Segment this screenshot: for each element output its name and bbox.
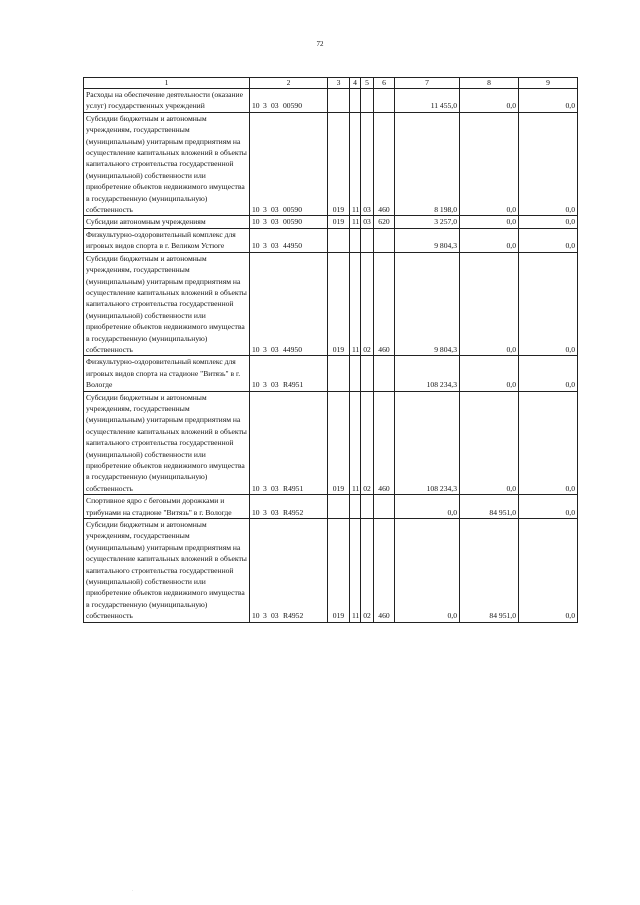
- code-segment: 10: [252, 101, 260, 111]
- row-col5-cell: 03: [361, 112, 374, 216]
- table-row: [84, 252, 578, 356]
- header-cell: 3: [328, 78, 350, 89]
- row-code-cell: [250, 228, 328, 252]
- page-number: 72: [316, 40, 324, 48]
- row-amount-3-cell: 0,0: [519, 391, 578, 495]
- code-segment: 10: [252, 380, 260, 390]
- header-cell: 9: [519, 78, 578, 89]
- row-amount-3-cell: 0,0: [519, 89, 578, 113]
- row-col3-cell: [328, 356, 350, 391]
- row-amount-2-cell: 0,0: [460, 228, 519, 252]
- code-segment: 03: [271, 217, 279, 227]
- header-cell: 4: [350, 78, 361, 89]
- row-col3-cell: 019: [328, 252, 350, 356]
- row-col3-cell: 019: [328, 519, 350, 623]
- header-cell: 8: [460, 78, 519, 89]
- code-segment: 10: [252, 507, 260, 517]
- header-cell: 1: [84, 78, 250, 89]
- row-amount-3-cell: 0,0: [519, 228, 578, 252]
- code-segment: 3: [263, 205, 267, 215]
- row-col6-cell: 460: [374, 112, 395, 216]
- row-col4-cell: 11: [350, 216, 361, 228]
- row-amount-1-cell: 0,0: [395, 519, 460, 623]
- code-segment: 44950: [283, 241, 302, 251]
- row-amount-2-cell: 0,0: [460, 252, 519, 356]
- row-col4-cell: [350, 495, 361, 519]
- row-amount-2-cell: 0,0: [460, 89, 519, 113]
- code-segment: 03: [271, 483, 279, 493]
- scan-speck: .: [132, 888, 134, 893]
- row-col4-cell: [350, 356, 361, 391]
- row-col3-cell: 019: [328, 112, 350, 216]
- row-amount-1-cell: 0,0: [395, 495, 460, 519]
- code-segment: 03: [271, 507, 279, 517]
- table-row: [84, 112, 578, 216]
- code-segment: 3: [263, 241, 267, 251]
- table-body: [84, 89, 578, 623]
- table-row: [84, 356, 578, 391]
- row-code-cell: [250, 356, 328, 391]
- code-segment: 44950: [283, 344, 302, 354]
- row-amount-3-cell: 0,0: [519, 216, 578, 228]
- row-amount-1-cell: 3 257,0: [395, 216, 460, 228]
- row-code-cell: [250, 89, 328, 113]
- table-row: [84, 519, 578, 623]
- table-row: [84, 228, 578, 252]
- row-col5-cell: 03: [361, 216, 374, 228]
- row-amount-3-cell: 0,0: [519, 112, 578, 216]
- row-amount-2-cell: 0,0: [460, 356, 519, 391]
- row-amount-1-cell: 8 198,0: [395, 112, 460, 216]
- code-segment: 00590: [283, 101, 302, 111]
- row-col6-cell: 620: [374, 216, 395, 228]
- code-segment: R4952: [283, 611, 304, 621]
- code-segment: 00590: [283, 217, 302, 227]
- row-col4-cell: 11: [350, 112, 361, 216]
- row-col4-cell: 11: [350, 519, 361, 623]
- row-name-cell: Субсидии бюджетным и автономным учреждениям, государственным (муниципальным) унитарным предприятиям на осуществление капитальных вложений в объекты капитального строительства государственной (муниципальной) собственности или приобретение объектов недвижимого имущества в государственную (муниципальную) собственность: [84, 391, 250, 495]
- row-col6-cell: 460: [374, 391, 395, 495]
- row-col6-cell: [374, 356, 395, 391]
- header-cell: 5: [361, 78, 374, 89]
- row-amount-1-cell: 108 234,3: [395, 391, 460, 495]
- row-col3-cell: 019: [328, 216, 350, 228]
- row-col5-cell: 02: [361, 519, 374, 623]
- table-row: [84, 89, 578, 113]
- row-col4-cell: 11: [350, 252, 361, 356]
- row-code-cell: [250, 519, 328, 623]
- code-segment: 3: [263, 380, 267, 390]
- code-segment: 3: [263, 611, 267, 621]
- row-name-cell: Физкультурно-оздоровительный комплекс для игровых видов спорта в г. Великом Устюге: [84, 228, 250, 252]
- row-col5-cell: [361, 89, 374, 113]
- row-col3-cell: [328, 89, 350, 113]
- row-amount-3-cell: 0,0: [519, 495, 578, 519]
- row-amount-1-cell: 9 804,3: [395, 252, 460, 356]
- row-amount-1-cell: 11 455,0: [395, 89, 460, 113]
- row-col4-cell: [350, 228, 361, 252]
- table-row: [84, 216, 578, 228]
- row-col3-cell: [328, 495, 350, 519]
- row-amount-1-cell: 9 804,3: [395, 228, 460, 252]
- code-segment: 03: [271, 344, 279, 354]
- header-row: [84, 78, 578, 89]
- row-col3-cell: 019: [328, 391, 350, 495]
- code-segment: 10: [252, 611, 260, 621]
- row-amount-3-cell: 0,0: [519, 252, 578, 356]
- code-segment: 3: [263, 507, 267, 517]
- row-col6-cell: [374, 228, 395, 252]
- row-code-cell: [250, 391, 328, 495]
- row-code-cell: [250, 216, 328, 228]
- row-amount-2-cell: 0,0: [460, 216, 519, 228]
- code-segment: 10: [252, 344, 260, 354]
- row-col6-cell: 460: [374, 519, 395, 623]
- code-segment: 3: [263, 344, 267, 354]
- budget-table: [83, 77, 578, 623]
- row-amount-2-cell: 84 951,0: [460, 519, 519, 623]
- code-segment: 03: [271, 241, 279, 251]
- code-segment: R4951: [283, 380, 304, 390]
- row-code-cell: [250, 252, 328, 356]
- code-segment: R4951: [283, 483, 304, 493]
- header-cell: 6: [374, 78, 395, 89]
- row-amount-2-cell: 84 951,0: [460, 495, 519, 519]
- row-amount-3-cell: 0,0: [519, 519, 578, 623]
- row-name-cell: Физкультурно-оздоровительный комплекс для игровых видов спорта на стадионе "Витязь" в г. Вологде: [84, 356, 250, 391]
- code-segment: 10: [252, 241, 260, 251]
- row-name-cell: Субсидии бюджетным и автономным учреждениям, государственным (муниципальным) унитарным предприятиям на осуществление капитальных вложений в объекты капитального строительства государственной (муниципальной) собственности или приобретение объектов недвижимого имущества в государственную (муниципальную) собственность: [84, 252, 250, 356]
- code-segment: 3: [263, 101, 267, 111]
- row-name-cell: Субсидии бюджетным и автономным учреждениям, государственным (муниципальным) унитарным предприятиям на осуществление капитальных вложений в объекты капитального строительства государственной (муниципальной) собственности или приобретение объектов недвижимого имущества в государственную (муниципальную) собственность: [84, 112, 250, 216]
- row-col6-cell: 460: [374, 252, 395, 356]
- code-segment: 10: [252, 217, 260, 227]
- code-segment: 00590: [283, 205, 302, 215]
- row-amount-3-cell: 0,0: [519, 356, 578, 391]
- row-name-cell: Субсидии автономным учреждениям: [84, 216, 250, 228]
- row-amount-1-cell: 108 234,3: [395, 356, 460, 391]
- row-col4-cell: [350, 89, 361, 113]
- row-col5-cell: [361, 228, 374, 252]
- row-col5-cell: [361, 356, 374, 391]
- code-segment: 03: [271, 205, 279, 215]
- row-col3-cell: [328, 228, 350, 252]
- code-segment: 10: [252, 483, 260, 493]
- code-segment: 10: [252, 205, 260, 215]
- table-row: [84, 391, 578, 495]
- row-col5-cell: [361, 495, 374, 519]
- code-segment: 03: [271, 611, 279, 621]
- code-segment: 03: [271, 380, 279, 390]
- code-segment: 03: [271, 101, 279, 111]
- row-code-cell: [250, 112, 328, 216]
- code-segment: 3: [263, 217, 267, 227]
- row-amount-2-cell: 0,0: [460, 112, 519, 216]
- header-cell: 7: [395, 78, 460, 89]
- table-row: [84, 495, 578, 519]
- row-name-cell: Спортивное ядро с беговыми дорожками и трибунами на стадионе "Витязь" в г. Вологде: [84, 495, 250, 519]
- row-col5-cell: 02: [361, 391, 374, 495]
- row-name-cell: Расходы на обеспечение деятельности (оказание услуг) государственных учреждений: [84, 89, 250, 113]
- header-cell: 2: [250, 78, 328, 89]
- row-code-cell: [250, 495, 328, 519]
- row-col5-cell: 02: [361, 252, 374, 356]
- row-amount-2-cell: 0,0: [460, 391, 519, 495]
- code-segment: 3: [263, 483, 267, 493]
- row-col6-cell: [374, 89, 395, 113]
- row-col4-cell: 11: [350, 391, 361, 495]
- code-segment: R4952: [283, 507, 304, 517]
- row-col6-cell: [374, 495, 395, 519]
- row-name-cell: Субсидии бюджетным и автономным учреждениям, государственным (муниципальным) унитарным предприятиям на осуществление капитальных вложений в объекты капитального строительства государственной (муниципальной) собственности или приобретение объектов недвижимого имущества в государственную (муниципальную) собственность: [84, 519, 250, 623]
